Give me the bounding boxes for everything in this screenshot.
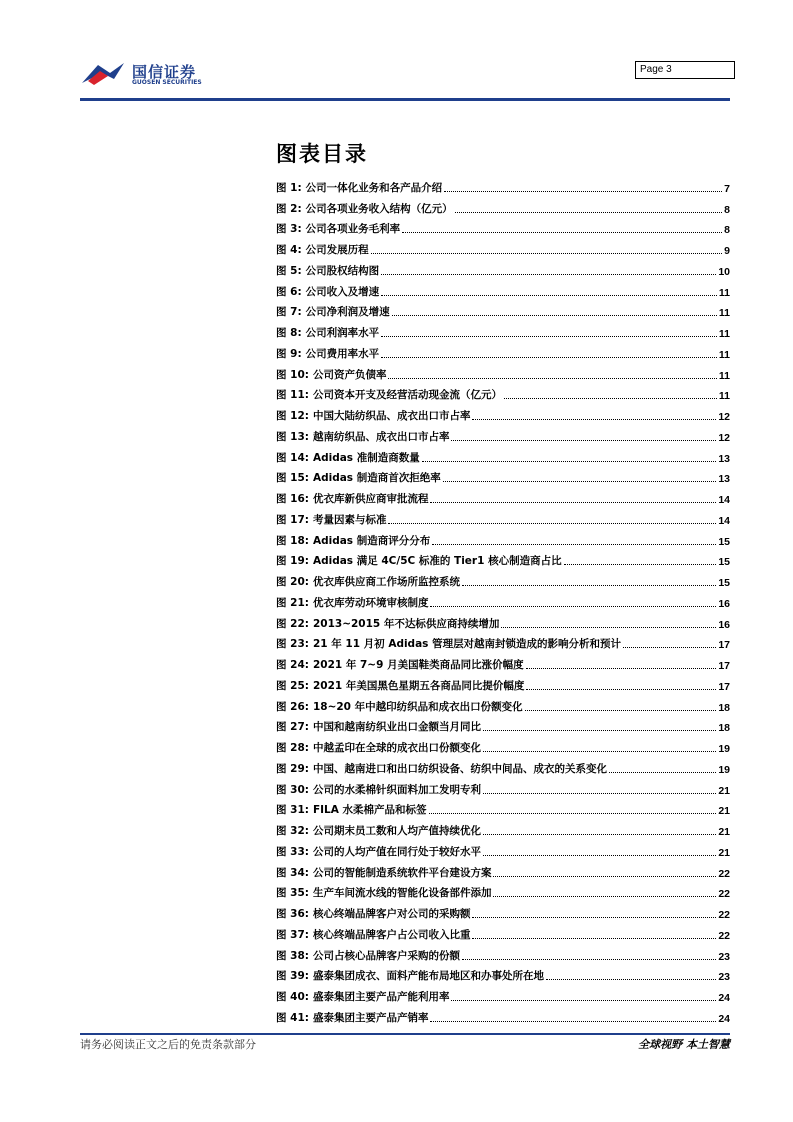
toc-entry-page: 12 [718,431,730,444]
toc-entry-title: 公司发展历程 [305,244,369,256]
toc-entry-title: 公司各项业务收入结构（亿元） [305,202,453,215]
slogan: 全球视野 本土智慧 [638,1038,730,1051]
toc-title: 图表目录 [276,142,368,166]
toc-entry-title: 公司资产负债率 [312,368,387,381]
toc-leader-dots [472,937,716,939]
toc-entry-page: 22 [718,867,730,880]
toc-leader-dots [381,294,717,296]
toc-entry-title: 公司利润率水平 [305,327,380,339]
toc-entry-number: 图 36: [276,908,309,920]
toc-entry-title: FILA 水柔棉产品和标签 [312,804,427,817]
toc-entry[interactable] [276,755,730,776]
toc-leader-dots [429,812,717,814]
toc-leader-dots [392,314,717,316]
toc-entry-title: 公司的人均产值在同行处于较好水平 [312,845,481,858]
toc-entry-title: 公司收入及增速 [305,285,380,298]
toc-entry-page: 22 [718,909,730,921]
toc-entry-number: 图 31: [276,804,309,817]
toc-leader-dots [493,895,716,897]
guosen-logo [80,55,230,91]
toc-entry-page: 7 [724,182,730,195]
toc-entry-title: 核心终端品牌客户占公司收入比重 [312,928,471,941]
toc-entry[interactable] [276,382,730,403]
toc-entry-number: 图 37: [276,928,309,941]
toc-entry-page: 8 [724,224,730,237]
toc-entry-title: Adidas 满足 4C/5C 标准的 Tier1 核心制造商占比 [312,555,562,568]
toc-leader-dots [388,522,716,524]
toc-entry-number: 图 16: [276,493,309,505]
toc-entry[interactable] [276,1004,730,1025]
table-of-figures [276,174,730,1025]
toc-leader-dots [472,418,716,420]
toc-entry-page: 21 [718,784,730,797]
toc-entry-page: 8 [724,203,730,216]
logo-text-cn: 国信证券 [132,63,197,81]
toc-entry-page: 11 [718,369,730,382]
toc-entry-number: 图 1: [276,181,302,194]
toc-leader-dots [483,729,716,731]
toc-entry-page: 21 [718,826,730,838]
toc-entry-title: 公司资本开支及经营活动现金流（亿元） [312,389,502,402]
toc-entry-page: 16 [718,618,730,631]
toc-entry[interactable] [276,610,730,631]
toc-entry[interactable] [276,776,730,797]
toc-entry[interactable] [276,174,730,195]
toc-entry-title: Adidas 制造商首次拒绝率 [312,472,441,485]
toc-entry[interactable] [276,672,730,693]
toc-entry[interactable] [276,838,730,859]
toc-entry-title: 优衣库新供应商审批流程 [312,493,429,505]
toc-leader-dots [381,335,717,337]
toc-entry-title: 中国和越南纺织业出口金额当月同比 [312,721,481,734]
toc-entry-title: 2021 年美国黑色星期五各商品同比提价幅度 [312,679,525,692]
toc-entry-number: 图 13: [276,430,309,443]
toc-entry[interactable] [276,444,730,465]
toc-entry-page: 24 [718,992,730,1004]
toc-entry[interactable] [276,859,730,880]
toc-entry[interactable] [276,216,730,237]
toc-leader-dots [451,439,716,441]
toc-entry[interactable] [276,527,730,548]
toc-entry-page: 9 [724,245,730,257]
toc-entry-page: 16 [718,597,730,610]
toc-entry-number: 图 20: [276,576,309,588]
toc-entry[interactable] [276,299,730,320]
toc-leader-dots [526,667,717,669]
toc-entry-number: 图 12: [276,410,309,422]
toc-entry-title: 盛泰集团主要产品产能利用率 [312,991,450,1003]
toc-entry-number: 图 3: [276,223,302,236]
toc-entry-number: 图 38: [276,949,309,962]
toc-entry[interactable] [276,880,730,901]
toc-entry-page: 17 [718,660,730,672]
toc-entry[interactable] [276,361,730,382]
toc-leader-dots [371,252,722,254]
toc-entry-number: 图 7: [276,306,302,319]
toc-entry-number: 图 8: [276,327,302,339]
toc-leader-dots [472,916,716,918]
toc-entry-number: 图 5: [276,264,302,277]
toc-leader-dots [483,854,716,856]
toc-entry-page: 24 [718,1012,730,1025]
toc-leader-dots [455,211,722,213]
toc-entry-number: 图 39: [276,970,309,983]
toc-entry[interactable] [276,631,730,652]
toc-entry-number: 图 11: [276,389,309,402]
toc-entry-page: 19 [718,743,730,755]
toc-entry-title: 中国大陆纺织品、成衣出口市占率 [312,410,471,422]
toc-leader-dots [388,377,716,379]
page-indicator: Page 3 [635,61,735,79]
toc-entry-number: 图 14: [276,451,309,464]
toc-entry-title: 公司各项业务毛利率 [305,223,401,236]
toc-entry-page: 18 [718,701,730,714]
toc-leader-dots [564,563,717,565]
toc-leader-dots [451,999,716,1001]
toc-entry[interactable] [276,195,730,216]
toc-entry-page: 19 [718,763,730,776]
toc-entry-title: 2013~2015 年不达标供应商持续增加 [312,617,500,630]
toc-entry-title: 公司的水柔棉针织面料加工发明专利 [312,783,481,796]
toc-entry-title: Adidas 制造商评分分布 [312,534,431,547]
toc-entry-title: 公司期末员工数和人均产值持续优化 [312,825,481,837]
toc-entry[interactable] [276,402,730,423]
toc-entry-title: 中国、越南进口和出口纺织设备、纺织中间品、成衣的关系变化 [312,762,607,775]
toc-entry-number: 图 17: [276,513,309,526]
toc-entry-page: 17 [718,680,730,693]
toc-entry-page: 14 [718,514,730,527]
toc-entry[interactable] [276,257,730,278]
toc-entry-title: 21 年 11 月初 Adidas 管理层对越南封锁造成的影响分析和预计 [312,638,622,651]
toc-entry-number: 图 40: [276,991,309,1003]
toc-entry-page: 23 [718,950,730,963]
toc-entry-title: 公司股权结构图 [305,264,380,277]
toc-entry-page: 23 [718,971,730,984]
toc-entry-number: 图 25: [276,679,309,692]
toc-entry-title: 公司净利润及增速 [305,306,390,319]
toc-entry-title: 生产车间流水线的智能化设备部件添加 [312,887,492,900]
toc-entry-title: 盛泰集团成衣、面料产能布局地区和办事处所在地 [312,970,544,983]
toc-entry-number: 图 15: [276,472,309,485]
toc-entry-title: 公司的智能制造系统软件平台建设方案 [312,866,492,879]
toc-entry-title: 考量因素与标准 [312,513,387,526]
toc-leader-dots [462,958,716,960]
disclaimer-note: 请务必阅读正文之后的免责条款部分 [80,1038,256,1051]
toc-leader-dots [430,501,716,503]
toc-entry[interactable] [276,319,730,340]
toc-entry[interactable] [276,714,730,735]
toc-entry[interactable] [276,651,730,672]
toc-entry[interactable] [276,734,730,755]
toc-entry[interactable] [276,797,730,818]
footer-rule [80,1033,730,1035]
toc-entry-page: 22 [718,888,730,901]
toc-leader-dots [381,356,717,358]
toc-entry[interactable] [276,236,730,257]
toc-leader-dots [462,584,716,586]
toc-entry[interactable] [276,506,730,527]
toc-entry-page: 11 [718,390,730,403]
toc-entry-number: 图 29: [276,762,309,775]
toc-entry-title: 核心终端品牌客户对公司的采购额 [312,908,471,920]
toc-entry-page: 21 [718,805,730,818]
toc-entry-number: 图 35: [276,887,309,900]
toc-leader-dots [483,833,716,835]
toc-entry-title: 公司费用率水平 [305,347,380,360]
toc-leader-dots [546,978,716,980]
toc-leader-dots [443,480,717,482]
toc-entry-page: 15 [718,577,730,589]
toc-entry-number: 图 30: [276,783,309,796]
toc-entry-number: 图 6: [276,285,302,298]
toc-entry-page: 22 [718,929,730,942]
toc-entry-number: 图 10: [276,368,309,381]
toc-entry-page: 15 [718,556,730,569]
toc-entry-title: 18~20 年中越印纺织品和成衣出口份额变化 [312,700,523,713]
toc-entry-title: 公司一体化业务和各产品介绍 [305,181,443,194]
toc-entry-number: 图 27: [276,721,309,734]
toc-entry-number: 图 28: [276,742,309,754]
toc-entry[interactable] [276,423,730,444]
toc-leader-dots [430,1020,716,1022]
toc-entry-title: 越南纺织品、成衣出口市占率 [312,430,450,443]
toc-entry-page: 21 [718,846,730,859]
toc-entry-page: 12 [718,411,730,423]
toc-leader-dots [483,792,716,794]
toc-entry-page: 11 [718,348,730,361]
toc-entry-page: 11 [718,328,730,340]
toc-leader-dots [526,688,716,690]
toc-entry[interactable] [276,900,730,921]
guosen-logo-icon [80,59,128,87]
toc-entry[interactable] [276,963,730,984]
toc-leader-dots [493,875,716,877]
toc-entry-number: 图 18: [276,534,309,547]
toc-entry-title: Adidas 准制造商数量 [312,451,420,464]
toc-entry-page: 11 [718,307,730,320]
toc-entry-page: 10 [718,265,730,278]
toc-leader-dots [609,771,716,773]
toc-leader-dots [483,750,716,752]
toc-entry[interactable] [276,693,730,714]
toc-entry-number: 图 41: [276,1011,309,1024]
toc-leader-dots [504,397,717,399]
logo-text-en: GUOSEN SECURITIES [132,79,202,86]
toc-entry[interactable] [276,817,730,838]
toc-entry[interactable] [276,942,730,963]
toc-entry-page: 17 [718,639,730,652]
toc-entry-title: 2021 年 7~9 月美国鞋类商品同比涨价幅度 [312,659,524,671]
toc-entry-number: 图 32: [276,825,309,837]
toc-entry-number: 图 24: [276,659,309,671]
toc-leader-dots [501,626,716,628]
toc-entry-title: 中越孟印在全球的成衣出口份额变化 [312,742,481,754]
header-rule [80,98,730,101]
toc-entry-number: 图 9: [276,347,302,360]
toc-entry[interactable] [276,485,730,506]
toc-leader-dots [444,190,722,192]
toc-entry-number: 图 21: [276,596,309,609]
toc-entry[interactable] [276,568,730,589]
toc-entry-title: 优衣库供应商工作场所监控系统 [312,576,460,588]
toc-entry-number: 图 22: [276,617,309,630]
toc-entry[interactable] [276,921,730,942]
toc-leader-dots [525,709,717,711]
toc-entry-page: 11 [718,286,730,299]
toc-entry-page: 18 [718,722,730,735]
toc-entry-page: 13 [718,452,730,465]
toc-leader-dots [422,460,717,462]
toc-entry-page: 14 [718,494,730,506]
toc-leader-dots [402,231,722,233]
toc-leader-dots [623,646,716,648]
toc-entry-number: 图 34: [276,866,309,879]
toc-leader-dots [432,543,716,545]
toc-entry[interactable] [276,340,730,361]
toc-entry-page: 13 [718,473,730,486]
toc-entry[interactable] [276,983,730,1004]
toc-entry-number: 图 2: [276,202,302,215]
toc-entry-number: 图 26: [276,700,309,713]
toc-entry-number: 图 4: [276,244,302,256]
toc-entry[interactable] [276,465,730,486]
toc-entry[interactable] [276,548,730,569]
toc-entry[interactable] [276,278,730,299]
toc-entry-number: 图 23: [276,638,309,651]
toc-leader-dots [381,273,716,275]
toc-entry-number: 图 19: [276,555,309,568]
toc-leader-dots [430,605,716,607]
toc-entry-title: 公司占核心品牌客户采购的份额 [312,949,460,962]
toc-entry-title: 盛泰集团主要产品产销率 [312,1011,429,1024]
toc-entry-title: 优衣库劳动环境审核制度 [312,596,429,609]
toc-entry-page: 15 [718,535,730,548]
toc-entry-number: 图 33: [276,845,309,858]
toc-entry[interactable] [276,589,730,610]
